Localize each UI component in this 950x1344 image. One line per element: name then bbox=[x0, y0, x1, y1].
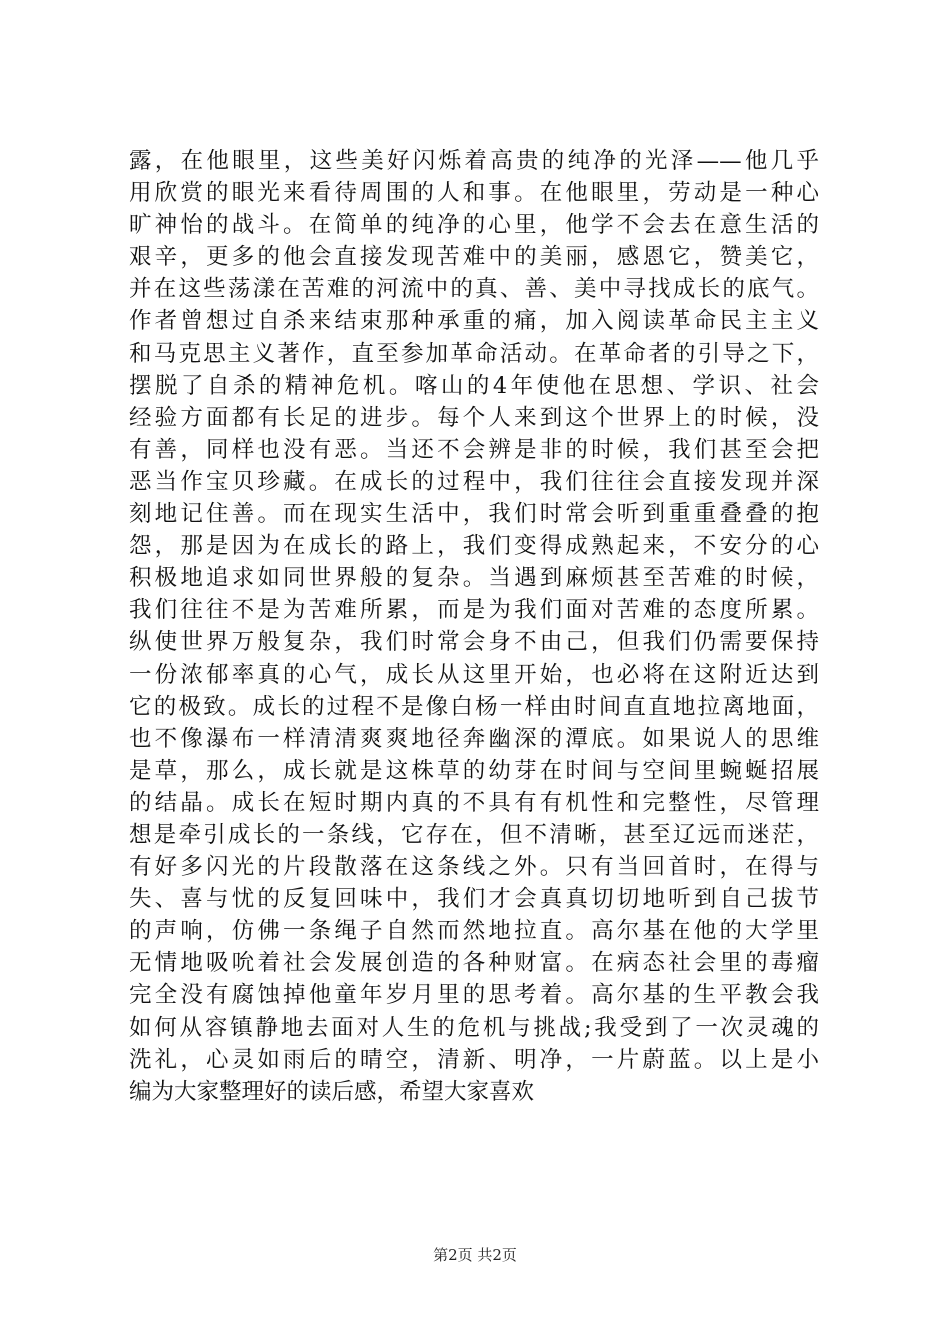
text-line: 想是牵引成长的一条线，它存在，但不清晰，甚至辽远而迷茫， bbox=[129, 821, 819, 848]
text-line: 的声响，仿佛一条绳子自然而然地拉直。高尔基在他的大学里 bbox=[129, 918, 819, 945]
text-line: 经验方面都有长足的进步。每个人来到这个世界上的时候，没 bbox=[129, 404, 819, 431]
text-line: 洗礼，心灵如雨后的晴空，清新、明净，一片蔚蓝。以上是小 bbox=[129, 1046, 819, 1073]
text-line: 露，在他眼里，这些美好闪烁着高贵的纯净的光泽——他几乎 bbox=[129, 148, 819, 174]
text-line: 摆脱了自杀的精神危机。喀山的4年使他在思想、学识、社会 bbox=[129, 372, 819, 399]
text-line: 无情地吸吮着社会发展创造的各种财富。在病态社会里的毒瘤 bbox=[129, 950, 819, 977]
text-line: 和马克思主义著作，直至参加革命活动。在革命者的引导之下， bbox=[129, 340, 819, 367]
text-line: 它的极致。成长的过程不是像白杨一样由时间直直地拉离地面， bbox=[129, 693, 819, 720]
text-line: 怨，那是因为在成长的路上，我们变得成熟起来，不安分的心 bbox=[129, 533, 819, 560]
text-line: 是草，那么，成长就是这株草的幼芽在时间与空间里蜿蜒招展 bbox=[129, 757, 819, 784]
text-line: 作者曾想过自杀来结束那种承重的痛，加入阅读革命民主主义 bbox=[129, 308, 819, 335]
page-number: 第2页 共2页 bbox=[433, 1246, 517, 1264]
text-line: 也不像瀑布一样清清爽爽地径奔幽深的潭底。如果说人的思维 bbox=[129, 725, 819, 752]
text-line: 失、喜与忧的反复回味中，我们才会真真切切地听到自己拔节 bbox=[129, 886, 819, 913]
text-line: 编为大家整理好的读后感，希望大家喜欢 bbox=[129, 1078, 535, 1105]
text-line: 用欣赏的眼光来看待周围的人和事。在他眼里，劳动是一种心 bbox=[129, 180, 819, 207]
text-line: 旷神怡的战斗。在简单的纯净的心里，他学不会去在意生活的 bbox=[129, 212, 819, 239]
text-line: 的结晶。成长在短时期内真的不具有有机性和完整性，尽管理 bbox=[129, 789, 819, 816]
text-line: 有善，同样也没有恶。当还不会辨是非的时候，我们甚至会把 bbox=[129, 436, 819, 463]
text-line: 如何从容镇静地去面对人生的危机与挑战;我受到了一次灵魂的 bbox=[129, 1014, 819, 1041]
text-line: 我们往往不是为苦难所累，而是为我们面对苦难的态度所累。 bbox=[129, 597, 819, 624]
text-line: 完全没有腐蚀掉他童年岁月里的思考着。高尔基的生平教会我 bbox=[129, 982, 819, 1009]
text-line: 纵使世界万般复杂，我们时常会身不由己，但我们仍需要保持 bbox=[129, 629, 819, 656]
text-line: 艰辛，更多的他会直接发现苦难中的美丽，感恩它，赞美它， bbox=[129, 244, 819, 271]
page-footer bbox=[0, 1244, 950, 1265]
text-line: 一份浓郁率真的心气，成长从这里开始，也必将在这附近达到 bbox=[129, 661, 819, 688]
text-line: 刻地记住善。而在现实生活中，我们时常会听到重重叠叠的抱 bbox=[129, 501, 819, 528]
text-line: 恶当作宝贝珍藏。在成长的过程中，我们往往会直接发现并深 bbox=[129, 468, 819, 495]
body-text bbox=[129, 145, 819, 1108]
text-line: 有好多闪光的片段散落在这条线之外。只有当回首时，在得与 bbox=[129, 854, 819, 881]
text-line: 并在这些荡漾在苦难的河流中的真、善、美中寻找成长的底气。 bbox=[129, 276, 819, 303]
text-line: 积极地追求如同世界般的复杂。当遇到麻烦甚至苦难的时候， bbox=[129, 565, 819, 592]
